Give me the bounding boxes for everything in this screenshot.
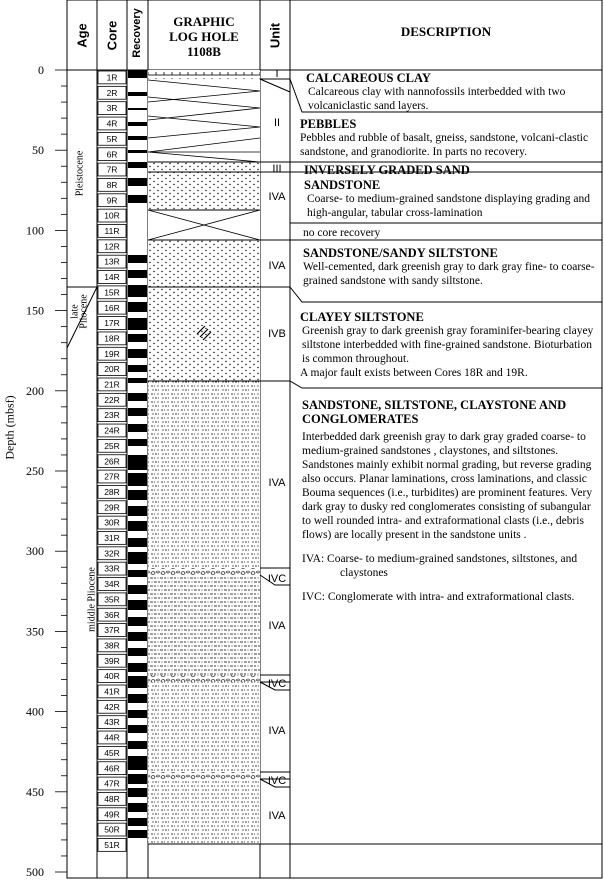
core-label: 9R [106,195,118,206]
unit-label: II [273,117,281,129]
desc-ssc [302,398,598,604]
recovery-bar [128,122,147,126]
recovery-bar [128,585,147,594]
recovery-bar [128,473,147,486]
core-label: 6R [106,149,118,160]
graphic-log-header [148,14,260,59]
recovery-bar [128,393,147,401]
recovery-header: Recovery [131,8,143,58]
calcareous-title: CALCAREOUS CLAY [306,71,431,85]
core-label: 39R [104,655,120,666]
graded-title: INVERSELY GRADED SAND [304,163,470,177]
unit-label: I [275,68,279,80]
graphic-header-line2: LOG HOLE [169,29,239,44]
depth-tick-label: 50 [32,143,44,158]
iva-note: IVA: Coarse- to medium-grained sandstones, siltstones, and claystones [302,553,578,579]
core-label: 51R [104,840,120,850]
recovery-bar [128,490,147,500]
depth-tick-label: 100 [26,223,44,238]
recovery-bar [128,424,147,432]
recovery-bar [128,774,147,784]
core-label: 22R [104,394,120,405]
recovery-bar [128,506,147,516]
desc-sandy-siltstone [303,246,599,288]
core-label: 30R [104,517,120,528]
recovery-bar [128,285,147,297]
core-label: 8R [106,179,118,190]
recovery-bar [128,408,147,416]
core-label: 37R [104,625,120,636]
recovery-bar [128,538,147,547]
recovery-column [128,70,147,838]
recovery-bar [128,648,147,656]
recovery-bar [128,617,147,626]
recovery-bar [128,600,147,610]
recovery-bar [128,365,147,372]
unit-label: IVC [267,573,287,585]
core-label: 25R [104,440,120,451]
recovery-bar [128,92,147,96]
core-label: 32R [104,548,120,559]
recovery-bar [128,803,147,812]
pebbles-text: Pebbles and rubble of basalt, gneiss, sandstone, volcani-clastic sandstone, and granodiorite. In parts no recovery. [300,132,589,158]
recovery-bar [128,725,147,733]
depth-axis [26,63,67,879]
desc-pebbles [300,117,598,159]
core-label: 42R [104,701,120,712]
unit-labels [268,68,286,822]
calcareous-text: Calcareous clay with nannofossils interbedded with two volcaniclastic sand layers. [308,86,566,112]
unit-header: Unit [267,22,283,49]
depth-tick-label: 450 [26,784,44,799]
core-label: 13R [104,256,120,267]
core-label: 45R [104,747,120,758]
core-label: 29R [104,502,120,513]
core-label: 31R [104,533,120,543]
no-recovery-text: no core recovery [303,227,381,239]
unit-label: III [272,163,282,175]
core-label: 33R [104,563,120,574]
depth-tick-label: 150 [26,303,44,318]
recovery-bar [128,741,147,749]
unit-label: IVA [268,191,286,203]
clayey-text: Greenish gray to dark greenish gray foraminifer-bearing clayey siltstone interbedded with fine-grained sandstone. Bioturbation is common throughout. [302,325,594,365]
recovery-bar [128,455,147,470]
core-label: 2R [106,87,118,98]
recovery-bar [128,108,147,110]
recovery-bar [128,178,147,186]
recovery-bar [128,710,147,718]
recovery-bar [128,302,147,312]
core-label: 38R [104,640,120,651]
core-label: 43R [104,717,120,728]
core-label: 46R [104,763,120,774]
core-label: 47R [104,778,120,789]
core-label: 12R [104,241,120,252]
core-label: 49R [104,809,120,820]
recovery-bar [128,552,147,564]
recovery-bar [128,349,147,358]
core-label: 27R [104,471,120,482]
depth-tick-label: 400 [26,704,44,719]
unit-label: IVC [267,678,287,690]
recovery-bar [128,676,147,688]
unit-label: IVA [268,260,286,272]
core-label: 20R [104,364,120,375]
depth-tick-label: 0 [38,63,44,77]
graphic-header-line3: 1108B [187,44,221,59]
core-label: 41R [104,686,120,697]
recovery-bar [128,632,147,641]
recovery-bar [128,788,147,797]
unit-label: IVA [268,620,286,632]
recovery-bar [128,570,147,577]
core-label: 40R [104,671,120,682]
core-label: 19R [104,348,120,359]
ssc-text: Interbedded dark greenish gray to dark gray graded coarse- to medium-grained sandstones , claystones, and siltstones. Sandstones mainly exhibit normal grading, but reverse grading also occurs. Planar laminations, cross laminations, and classic Bouma sequences (i.e., turbidites) are prominent features. Very dark gray to dusky red conglomerates consisting of subangular to well rounded intra- and extraformational clasts (i.e., debris flows) are locally present in the sandstone units . [302,431,593,541]
desc-sandstone [304,178,598,220]
unit-label: IVA [268,725,286,737]
recovery-bar [128,521,147,531]
recovery-bar [128,255,147,263]
core-label: 14R [104,272,120,283]
age-header: Age [74,23,90,48]
ssc-title1: SANDSTONE, SILTSTONE, CLAYSTONE AND [302,398,567,412]
core-label: 3R [106,103,118,114]
core-header: Core [104,20,120,51]
recovery-bar [128,663,147,672]
unit-label: IVA [268,810,286,822]
description-header: DESCRIPTION [400,24,492,39]
age-pleistocene: Pleistocene [74,150,86,197]
recovery-bar [128,756,147,770]
recovery-bar [128,694,147,703]
core-label: 16R [104,302,120,313]
age-late-pliocene-2: Pliocene [78,294,90,329]
core-label: 4R [106,118,118,129]
recovery-bar [128,334,147,342]
core-label: 11R [104,226,120,236]
core-label: 7R [106,164,118,175]
clayey-title: CLAYEY SILTSTONE [300,310,424,324]
core-label: 15R [104,287,120,298]
sandstone-text: Coarse- to medium-grained sandstone displaying grading and high-angular, tabular cross-lamination [307,193,590,219]
ssc-title2: CONGLOMERATES [302,412,419,426]
core-label: 1R [106,72,118,83]
depth-tick-label: 250 [26,464,44,478]
core-label: 24R [104,425,120,436]
core-label: 5R [106,133,118,144]
clayey-fault: A major fault exists between Cores 18R and 19R. [300,367,528,379]
unit-label: IVC [267,775,287,787]
recovery-bar [128,830,147,838]
recovery-bar [128,818,147,826]
recovery-bar [128,195,147,203]
core-label: 34R [104,579,120,590]
core-label: 18R [104,333,120,344]
core-label: 17R [104,318,120,329]
depth-tick-label: 300 [26,544,44,559]
depth-tick-label: 200 [26,383,44,398]
core-label: 48R [104,793,120,804]
desc-calcareous-clay [306,71,596,113]
unit-label: IVA [268,477,286,489]
unit-label: IVB [268,328,286,340]
graphic-header-line1: GRAPHIC [173,14,235,29]
recovery-bar [128,378,147,383]
age-middle-pliocene: middle Pliocene [86,567,98,632]
core-label: 21R [104,379,120,390]
core-label: 36R [104,609,120,620]
recovery-bar [128,318,147,330]
ivc-note: IVC: Conglomerate with intra- and extraformational clasts. [302,591,575,603]
sandstone-title: SANDSTONE [304,178,381,192]
recovery-bar [128,162,147,168]
core-label: 28R [104,486,120,497]
depth-tick-label: 350 [26,624,44,639]
core-label: 10R [104,210,120,221]
depth-tick-label: 500 [26,865,44,879]
desc-clayey-siltstone [300,310,596,380]
core-label: 26R [104,456,120,467]
desc-no-recovery [303,226,603,240]
core-column [98,71,126,851]
recovery-bar [128,439,147,446]
depth-axis-label: Depth (mbsf) [2,395,17,460]
desc-inversely-graded [304,163,604,177]
core-label: 44R [104,732,120,743]
recovery-bar [128,270,147,278]
core-label: 50R [104,824,120,835]
pebbles-title: PEBBLES [300,117,357,131]
recovery-bar [128,136,147,140]
core-label: 35R [104,594,120,605]
sandy-title: SANDSTONE/SANDY SILTSTONE [303,246,498,260]
core-label: 23R [104,410,120,421]
age-late-pliocene-1: late [69,304,81,319]
sandy-text: Well-cemented, dark greenish gray to dark gray fine- to coarse-grained sandstone with sandy siltstone. [303,261,595,287]
recovery-bar [128,70,147,78]
recovery-bar [128,150,147,153]
